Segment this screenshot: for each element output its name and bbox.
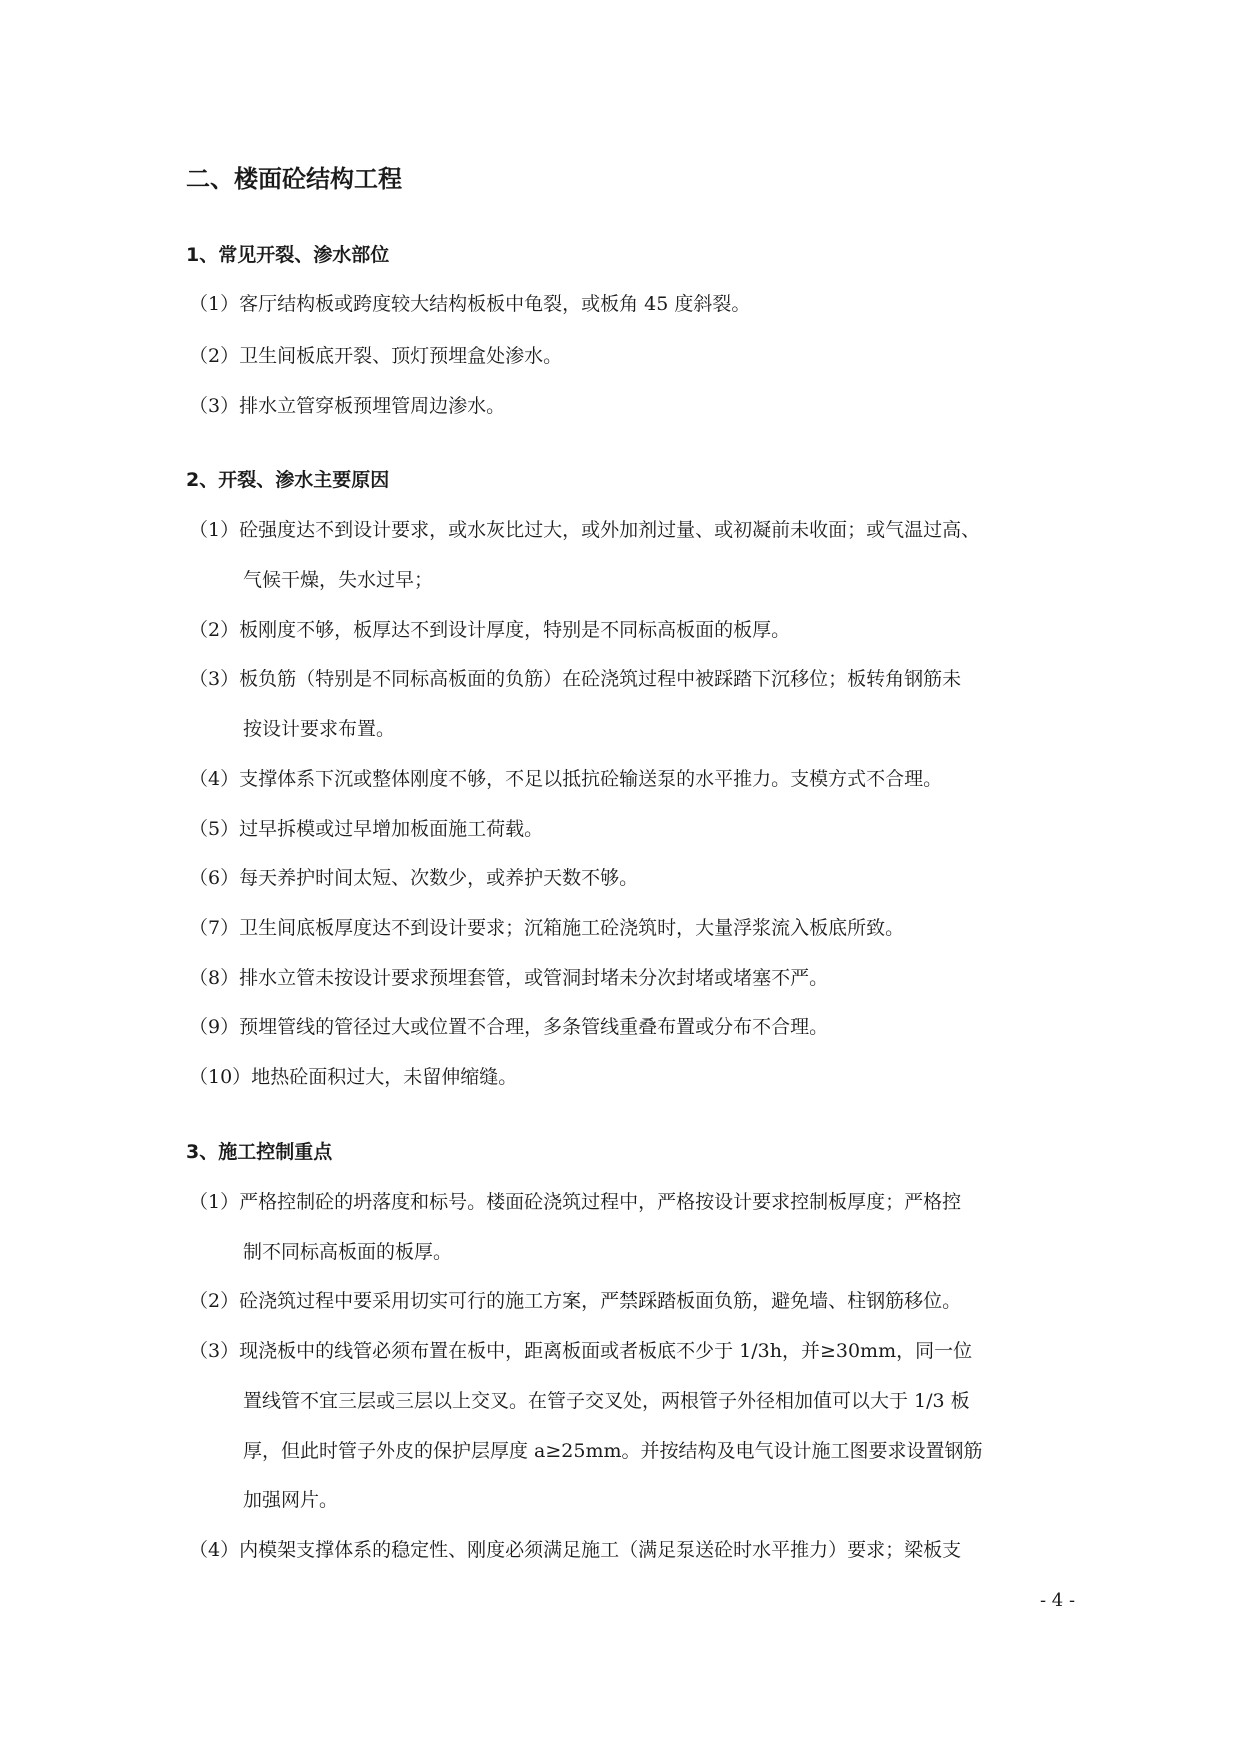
- list-item: [189, 342, 1089, 370]
- page-number: - 4 -: [1040, 1590, 1076, 1611]
- item-text: 支撑体系下沉或整体刚度不够，不足以抵抗砼输送泵的水平推力。支模方式不合理。: [239, 768, 943, 790]
- item-text-continuation: 厚，但此时管子外皮的保护层厚度 a≥25mm。并按结构及电气设计施工图要求设置钢筋: [243, 1440, 983, 1462]
- item-text: 每天养护时间太短、次数少，或养护天数不够。: [239, 867, 639, 889]
- item-text: 砼强度达不到设计要求，或水灰比过大，或外加剂过量、或初凝前未收面；或气温过高、: [239, 519, 981, 541]
- item-text: 板负筋（特别是不同标高板面的负筋）在砼浇筑过程中被踩踏下沉移位；板转角钢筋未: [239, 668, 962, 690]
- list-item: [189, 665, 1089, 693]
- item-number: （3）: [189, 668, 240, 690]
- item-number: （8）: [189, 967, 240, 989]
- item-text: 地热砼面积过大，未留伸缩缝。: [251, 1066, 518, 1088]
- item-number: （7）: [189, 917, 240, 939]
- item-text-continuation: 按设计要求布置。: [243, 718, 396, 740]
- list-item: [189, 1063, 1089, 1091]
- item-text-continuation: 气候干燥，失水过早；: [243, 569, 434, 591]
- list-item: [189, 815, 1089, 843]
- item-text: 预埋管线的管径过大或位置不合理，多条管线重叠布置或分布不合理。: [239, 1016, 829, 1038]
- item-text-continuation: 加强网片。: [243, 1489, 339, 1511]
- item-number: （1）: [189, 1191, 240, 1213]
- list-item: [189, 1013, 1089, 1041]
- list-item: [189, 290, 1089, 318]
- item-number: （1）: [189, 293, 240, 315]
- item-text: 砼浇筑过程中要采用切实可行的施工方案，严禁踩踏板面负筋，避免墙、柱钢筋移位。: [239, 1290, 962, 1312]
- item-number: （9）: [189, 1016, 240, 1038]
- section-heading-2: 2、开裂、渗水主要原因: [186, 469, 390, 491]
- page-title: 二、楼面砼结构工程: [186, 165, 402, 193]
- item-number: （2）: [189, 1290, 240, 1312]
- item-number: （2）: [189, 619, 240, 641]
- list-item: [189, 516, 1089, 544]
- list-item: [189, 392, 1089, 420]
- list-item: [189, 914, 1089, 942]
- item-text: 现浇板中的线管必须布置在板中，距离板面或者板底不少于 1/3h，并≥30mm，同一位: [239, 1340, 973, 1362]
- list-item: [189, 964, 1089, 992]
- item-text: 过早拆模或过早增加板面施工荷载。: [239, 818, 544, 840]
- item-text: 内模架支撑体系的稳定性、刚度必须满足施工（满足泵送砼时水平推力）要求；梁板支: [239, 1539, 962, 1561]
- item-number: （10）: [189, 1066, 252, 1088]
- item-number: （2）: [189, 345, 240, 367]
- item-text-continuation: 置线管不宜三层或三层以上交叉。在管子交叉处，两根管子外径相加值可以大于 1/3 板: [243, 1390, 970, 1412]
- item-text: 板刚度不够，板厚达不到设计厚度，特别是不同标高板面的板厚。: [239, 619, 791, 641]
- list-item: [189, 1188, 1089, 1216]
- item-text: 严格控制砼的坍落度和标号。楼面砼浇筑过程中，严格按设计要求控制板厚度；严格控: [239, 1191, 962, 1213]
- item-text: 卫生间底板厚度达不到设计要求；沉箱施工砼浇筑时，大量浮浆流入板底所致。: [239, 917, 905, 939]
- list-item: [189, 765, 1089, 793]
- item-number: （1）: [189, 519, 240, 541]
- item-number: （3）: [189, 1340, 240, 1362]
- section-heading-1: 1、常见开裂、渗水部位: [186, 244, 390, 266]
- section-heading-3: 3、施工控制重点: [186, 1141, 333, 1163]
- item-number: （6）: [189, 867, 240, 889]
- list-item: [189, 1287, 1089, 1315]
- list-item: [189, 616, 1089, 644]
- item-number: （4）: [189, 1539, 240, 1561]
- item-text: 排水立管穿板预埋管周边渗水。: [239, 395, 506, 417]
- item-text: 排水立管未按设计要求预埋套管，或管洞封堵未分次封堵或堵塞不严。: [239, 967, 829, 989]
- list-item: [189, 1536, 1089, 1564]
- item-text-continuation: 制不同标高板面的板厚。: [243, 1241, 453, 1263]
- item-text: 客厅结构板或跨度较大结构板板中龟裂，或板角 45 度斜裂。: [239, 293, 751, 315]
- item-text: 卫生间板底开裂、顶灯预埋盒处渗水。: [239, 345, 563, 367]
- list-item: [189, 864, 1089, 892]
- item-number: （4）: [189, 768, 240, 790]
- list-item: [189, 1337, 1089, 1365]
- item-number: （3）: [189, 395, 240, 417]
- item-number: （5）: [189, 818, 240, 840]
